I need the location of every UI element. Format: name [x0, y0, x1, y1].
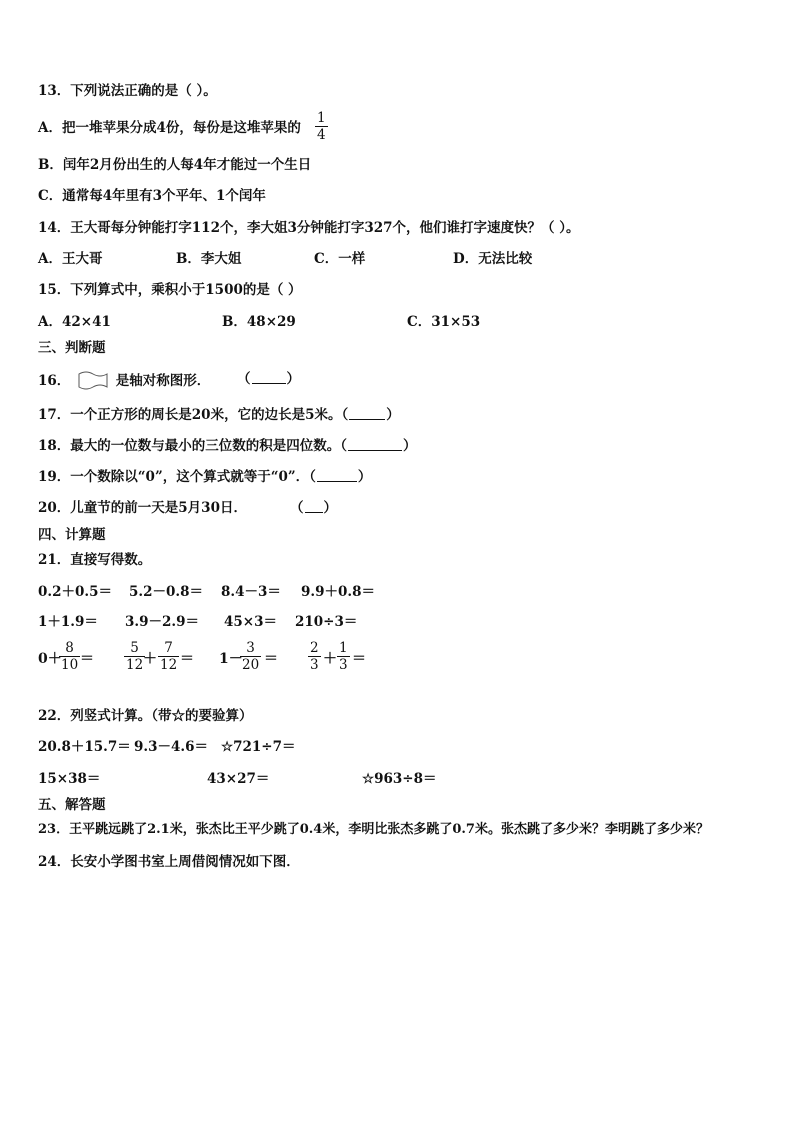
question-13-option-c: C．通常每4年里有3个平年、1个闰年	[38, 188, 266, 204]
question-15-stem: 15．下列算式中，乘积小于1500的是（ ）	[38, 282, 302, 298]
calc-item: 210÷3＝	[295, 614, 358, 630]
wave-flag-shape-icon	[77, 370, 109, 390]
answer-blank-17[interactable]	[349, 407, 385, 420]
calc-item: 15×38＝	[38, 771, 101, 787]
answer-blank-20[interactable]: （ ）	[290, 500, 337, 516]
fraction-3-20: 3 20	[242, 640, 260, 673]
question-17-text: 17．一个正方形的周长是20米，它的边长是5米。（	[38, 407, 349, 423]
section-heading-solutions: 五、解答题	[38, 797, 106, 813]
question-18-text: 18．最大的一位数与最小的三位数的积是四位数。（	[38, 438, 348, 454]
fraction-7-12: 7 12	[160, 640, 178, 673]
question-13-stem: 13．下列说法正确的是（ ）。	[38, 83, 217, 99]
calc-item: 20.8＋15.7＝	[38, 739, 131, 755]
calc-prefix: 1－	[219, 651, 243, 667]
question-15-option-a: A．42×41	[38, 314, 111, 330]
question-13-option-a	[38, 119, 301, 137]
option-a-text: A．把一堆苹果分成4份，每份是这堆苹果的	[38, 120, 301, 136]
calc-item: 1＋1.9＝	[38, 614, 98, 630]
equals-sign: ＝	[264, 651, 278, 667]
answer-blank-16[interactable]: （ ）	[237, 371, 300, 387]
question-13-option-b: B．闰年2月份出生的人每4年才能过一个生日	[38, 157, 312, 173]
question-18: 18．最大的一位数与最小的三位数的积是四位数。（ ）	[38, 438, 417, 454]
calc-item: 8.4－3＝	[221, 584, 281, 600]
calc-item: ☆721÷7＝	[221, 739, 296, 755]
calc-item: 45×3＝	[224, 614, 277, 630]
question-14-option-c: C．一样	[314, 251, 366, 267]
equals-sign: ＝	[352, 651, 366, 667]
fraction-5-12: 5 12	[126, 640, 144, 673]
calc-item: 3.9－2.9＝	[125, 614, 199, 630]
fraction-denominator: 4	[317, 127, 326, 143]
calc-item: 9.3－4.6＝	[134, 739, 208, 755]
fraction-8-10: 8 10	[61, 640, 79, 673]
fraction-numerator: 1	[317, 110, 326, 126]
question-15-option-c: C．31×53	[407, 314, 481, 330]
calc-item: 9.9＋0.8＝	[301, 584, 375, 600]
question-14-option-d: D．无法比较	[453, 251, 533, 267]
question-23: 23．王平跳远跳了2.1米，张杰比王平少跳了0.4米，李明比张杰多跳了0.7米。张杰跳了多少米？李明跳了多少米？	[38, 822, 709, 837]
question-16	[38, 370, 210, 390]
question-24: 24．长安小学图书室上周借阅情况如下图．	[38, 854, 300, 870]
question-17: 17．一个正方形的周长是20米，它的边长是5米。（ ）	[38, 407, 400, 423]
question-19: 19．一个数除以“0”，这个算式就等于“0”．（ ）	[38, 469, 372, 485]
question-20-text: 20．儿童节的前一天是5月30日．	[38, 500, 247, 516]
calc-item: 43×27＝	[207, 771, 270, 787]
fraction-1-3: 1 3	[339, 640, 348, 673]
fraction-2-3: 2 3	[310, 640, 319, 673]
question-14-option-b: B．李大姐	[176, 251, 242, 267]
question-16-text: 是轴对称图形．	[115, 373, 211, 389]
answer-blank-19[interactable]	[317, 469, 357, 482]
question-15-option-b: B．48×29	[222, 314, 296, 330]
equals-sign: ＝	[80, 651, 94, 667]
question-14-stem: 14．王大哥每分钟能打字112个，李大姐3分钟能打字327个，他们谁打字速度快？（ ）。	[38, 220, 580, 236]
question-19-text: 19．一个数除以“0”，这个算式就等于“0”．（	[38, 469, 316, 485]
section-heading-judgement: 三、判断题	[38, 340, 106, 356]
question-14-option-a: A．王大哥	[38, 251, 103, 267]
fraction-one-quarter	[315, 110, 328, 143]
calc-item: 5.2－0.8＝	[129, 584, 203, 600]
equals-sign: ＝	[180, 651, 194, 667]
question-16-number: 16．	[38, 373, 71, 389]
calc-prefix: 0＋	[38, 651, 62, 667]
plus-sign: ＋	[143, 651, 157, 667]
plus-sign: ＋	[323, 651, 337, 667]
question-21-stem: 21．直接写得数。	[38, 552, 152, 568]
calc-item: ☆963÷8＝	[362, 771, 437, 787]
calc-item: 0.2＋0.5＝	[38, 584, 112, 600]
answer-blank-18[interactable]	[348, 438, 402, 451]
question-22-stem: 22．列竖式计算。（带☆的要验算）	[38, 708, 253, 724]
section-heading-calculation: 四、计算题	[38, 527, 106, 543]
